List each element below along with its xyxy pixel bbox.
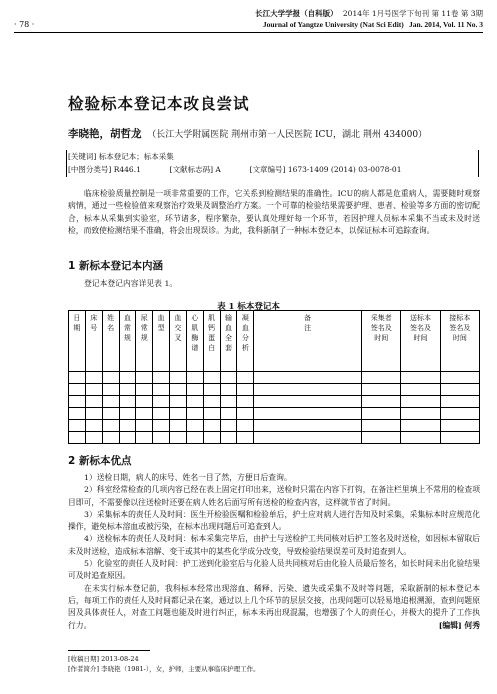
table-header-cell: 备 注 [254,311,362,372]
table-cell [69,396,86,408]
section2-paragraph: 1）送检日期，病人的床号、姓名一目了然，方便日后查询。 [84,473,292,482]
table-header-cell: 床 号 [85,311,102,372]
table-header-cell: 血 常 规 [119,311,136,372]
table-cell [119,408,136,420]
table-cell [102,420,119,432]
section2-paragraph: 3）采集标本的责任人及时间：医生开检验医嘱和检验单后，护士应对病人进行告知及时采集，采集标本时应规范化操作，避免标本溶血或被污染，在标本出现问题后可追查到人。 [68,509,480,532]
table-cell [85,420,102,432]
meta-codes [68,163,478,176]
table-header-cell: 血 型 [153,311,170,372]
table-cell [254,420,362,432]
author-intro: [作者简介] 李晓艳（1981-），女，护师，主要从事临床护理工作。 [68,665,260,673]
table-cell [237,408,254,420]
table-cell [170,420,187,432]
table-cell [102,408,119,420]
journal-en-issue: Jan. 2014, Vol. 11 No. 3 [409,20,483,29]
section1-text: 登记本登记内容详见表 1。 [84,279,178,288]
table-cell [237,384,254,396]
table-cell [237,396,254,408]
table-cell [220,432,237,444]
received-date: [收稿日期] 2013-08-24 [68,655,139,663]
table-cell [170,408,187,420]
table-cell [362,372,401,384]
table-row [69,372,480,384]
table-cell [203,372,220,384]
table-cell [136,420,153,432]
table-cell [69,372,86,384]
table-cell [170,432,187,444]
table-cell [362,408,401,420]
table-cell [440,408,479,420]
section2-paragraph: 2）科室经常检查的几项内容已经在表上固定打印出来，送检时只需在内容下打钩，在备注栏里填上不常用的检查项目即可，不需要像以往送检时还要在病人姓名后面写所有送检的检查内容，这样就节省了时间。 [68,485,480,507]
article-meta [68,150,478,176]
table-cell [203,432,220,444]
table-cell [69,432,86,444]
header-rule [14,32,483,33]
table-cell [186,396,203,408]
table-cell [203,408,220,420]
footnote [68,654,260,674]
section1-title: 1 新标本登记本内涵 [68,260,163,272]
table-row [69,396,480,408]
section2-paragraph: 4）送检标本的责任人及时间：标本采集完毕后，由护士与送检护工共同核对后护工签名及时送检，如因标本留取后未及时送检，造成标本溶解、变干或其中的某些化学成分改变，导致检验结果误差可及时追查到人。 [68,534,480,556]
table-row [69,384,480,396]
table-cell [119,384,136,396]
meta-bracket-right [478,150,479,177]
table-cell [136,408,153,420]
table-cell [136,372,153,384]
table-cell [401,396,440,408]
table-cell [170,372,187,384]
meta-bracket-left [66,150,67,177]
table-cell [237,372,254,384]
section2-title: 2 新标本优点 [68,455,132,467]
table-cell [401,432,440,444]
table-cell [362,396,401,408]
abstract [68,188,480,237]
table-cell [119,372,136,384]
section2-body [68,472,480,632]
table-cell [186,372,203,384]
table-cell [440,396,479,408]
table-cell [85,396,102,408]
journal-en-name: Journal of Yangtze University (Nat Sci Edit) [262,20,404,29]
table-cell [401,408,440,420]
table-header-cell: 接标本 签名及 时间 [440,311,479,372]
table-cell [220,372,237,384]
table-header-cell: 采集者 签名及 时间 [362,311,401,372]
table-header-cell: 日 期 [69,311,86,372]
table-cell [254,432,362,444]
keywords: [关键词] 标本登记本；标本采集 [68,152,174,161]
table-cell [170,384,187,396]
table-cell [220,420,237,432]
table-header-cell: 血 交 叉 [170,311,187,372]
table-cell [85,384,102,396]
table-cell [186,420,203,432]
table-cell [203,384,220,396]
table-caption: 表 1 标本登记本 [217,302,280,312]
abstract-text: 临床检验质量控制是一项非常重要的工作，它关系到检测结果的准确性。ICU的病人都是危重病人，需要随时观察病情，通过一些检验值来观察治疗效果及调整治疗方案。一个可靠的检验结果需要护理、患者、检验等多方面的密切配合，标本从采集到实验室，环节诸多，程序繁杂，要认真处理好每一个环节，若因护理人员标本采集不当或未及时送检，而致使检测结果不准确，将会出现误诊。为此，我科新制了一种标本登记本，以保证标本可追踪查询。 [68,189,480,235]
table-cell [153,432,170,444]
table-header-cell: 心 肌 酶 谱 [186,311,203,372]
table-cell [102,396,119,408]
journal-cn-name: 长江大学学报（自科版） [255,9,338,18]
table-cell [136,384,153,396]
table-header-cell: 凝 血 分 析 [237,311,254,372]
table-cell [401,372,440,384]
article-title: 检验标本登记本改良尝试 [68,95,250,113]
table-cell [186,432,203,444]
table-cell [153,396,170,408]
table-cell [440,432,479,444]
table-cell [69,408,86,420]
table-cell [170,396,187,408]
table-cell [362,432,401,444]
table-header-cell: 姓 名 [102,311,119,372]
article-id: [文章编号] 1673-1409 (2014) 03-0078-01 [249,165,402,174]
table-cell [136,432,153,444]
classification: [中图分类号] R446.1 [68,165,141,174]
section2-paragraph: 5）化验室的责任人及时间：护工送到化验室后与化验人员共同核对后由化验人员最后签名，如长时间未出化验结果可及时追查原因。 [68,559,480,581]
affiliation: （长江大学附属医院 荆州市第一人民医院 ICU，湖北 荆州 434000） [147,130,428,140]
table-cell [153,408,170,420]
table-cell [440,420,479,432]
table-cell [153,372,170,384]
table-cell [69,420,86,432]
table-cell [136,396,153,408]
table-cell [119,420,136,432]
section2-paragraph: 在未实行标本登记前，我科标本经常出现溶血、稀释、污染、遗失或采集不及时等问题，采取新制的标本登记本后，每项工作的责任人及时间都记录在案，通过以上几个环节的层层交接，出现问题可以轻易地追根溯源，查到问题原因及具体责任人，对查工问题也能及时进行纠正，标本未再出现混漏，也增强了个人的责任心，并极大的提升了工作执行力。 [编辑] 何秀 [68,583,480,632]
table-cell [69,384,86,396]
table-cell [119,432,136,444]
footnote-rule [68,650,150,651]
table-cell [220,396,237,408]
table-row [69,420,480,432]
table-header-cell: 尿 常 规 [136,311,153,372]
table-cell [254,372,362,384]
table-cell [119,396,136,408]
table-cell [85,408,102,420]
table-cell [153,420,170,432]
table-cell [254,408,362,420]
table-cell [85,432,102,444]
table-cell [401,384,440,396]
table-cell [220,408,237,420]
table-cell [220,384,237,396]
table-cell [85,372,102,384]
page-number: · 78 · [14,20,35,29]
table-cell [203,396,220,408]
table-cell [254,384,362,396]
table-header-cell: 肌 钙 蛋 白 [203,311,220,372]
table-header-cell: 送标本 签名及 时间 [401,311,440,372]
table-row [69,432,480,444]
table-header-cell: 输 血 全 套 [220,311,237,372]
editor-note: [编辑] 何秀 [438,620,480,630]
table-cell [102,432,119,444]
author-line [68,126,427,141]
table-row [69,408,480,420]
table-cell [362,420,401,432]
doc-code: [文献标志码] A [169,165,221,174]
table-cell [440,372,479,384]
authors: 李晓艳，胡哲龙 [68,128,142,140]
specimen-register-table [68,310,480,444]
table-cell [254,396,362,408]
table-cell [203,420,220,432]
table-cell [440,384,479,396]
journal-header [255,8,483,30]
table-cell [237,432,254,444]
table-cell [237,420,254,432]
table-cell [401,420,440,432]
table-cell [362,384,401,396]
section1-body [68,278,480,290]
table-cell [186,408,203,420]
table-cell [153,384,170,396]
table-cell [102,372,119,384]
table-cell [186,384,203,396]
journal-cn-issue: 2014年 1月号医学下旬刊 第 11卷 第 3期 [342,9,483,18]
table-cell [102,384,119,396]
table-header-row [69,311,480,372]
